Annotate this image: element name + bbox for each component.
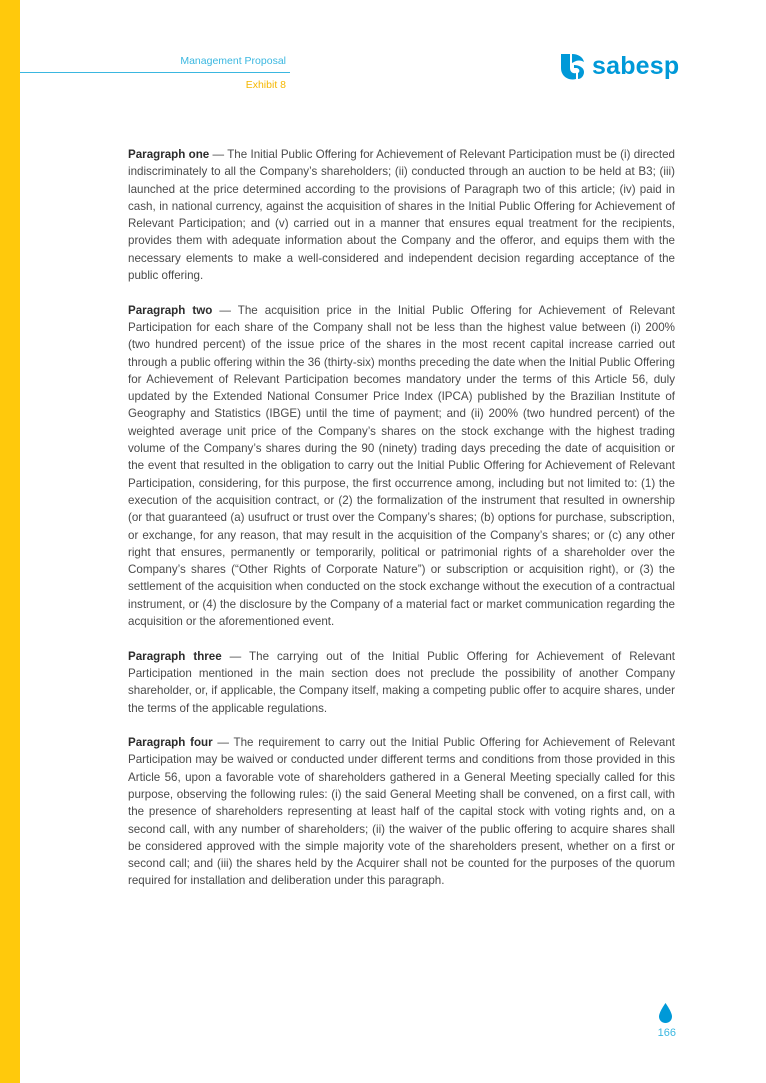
page-number: 166 [657, 1027, 676, 1039]
left-accent-bar [0, 0, 20, 1083]
brand-name: sabesp [592, 51, 680, 80]
paragraph-one [128, 146, 675, 284]
paragraph-text: — The Initial Public Offering for Achievement of Relevant Participation must be (i) directed indiscriminately to all the Company’s shareholders; (ii) conducted through an auction to be held at B3; (iii) launched at the price determined according to the provisions of Paragraph two of this article; (iv) paid in cash, in national currency, against the acquisition of shares in the Initial Public Offering for Achievement of Relevant Participation; and (v) carried out in a manner that ensures equal treatment for the recipients, provides them with adequate information about the Company and the offeror, and equips them with the necessary elements to make a well-considered and independent decision regarding acceptance of the public offering. [128, 148, 675, 283]
paragraph-heading: Paragraph four [128, 736, 213, 750]
sabesp-logo-icon [557, 51, 587, 81]
paragraph-text: — The acquisition price in the Initial Public Offering for Achievement of Relevant Participation for each share of the Company shall not be less than the highest value between (i) 200% (two hundred percent) of the issue price of the shares in the most recent capital increase carried out through a public offering within the 36 (thirty-six) months preceding the date when the Initial Public Offering for Achievement of Relevant Participation becomes mandatory under the terms of this Article 56, duly updated by the Extended National Consumer Price Index (IPCA) published by the Brazilian Institute of Geography and Statistics (IBGE) until the time of payment; and (ii) 200% (two hundred percent) of the weighted average unit price of the Company’s shares on the stock exchange with the highest trading volume of the Company’s shares during the 90 (ninety) trading days preceding the date of acquisition or the event that resulted in the obligation to carry out the Initial Public Offering for Achievement of Relevant Participation, considering, for this purpose, the first occurrence among, including but not limited to: (1) the execution of the acquisition contract, or (2) the formalization of the instrument that resulted in ownership (or that guaranteed (a) usufruct or trust over the Company’s shares; (b) options for purchase, subscription, or exchange, for any reason, that may result in the acquisition of the Company’s shares; or (c) any other right that ensures, permanently or temporarily, political or patrimonial rights of a shareholder over the Company’s shares (“Other Rights of Corporate Nature”) or subscription or acquisition right), or (3) the settlement of the acquisition when conducted on the stock exchange without the execution of a contractual instrument, or (4) the disclosure by the Company of a material fact or market communication regarding the acquisition or the aforementioned event. [128, 303, 675, 629]
paragraph-text: — The carrying out of the Initial Public Offering for Achievement of Relevant Participation mentioned in the main section does not preclude the possibility of another Company shareholder, or, if applicable, the Company itself, making a competing public offer to acquire shares, under the terms of the applicable regulations. [128, 649, 675, 715]
paragraph-heading: Paragraph three [128, 649, 222, 663]
document-body [128, 146, 675, 907]
sabesp-logo [557, 50, 679, 82]
paragraph-three [128, 648, 675, 717]
paragraph-four [128, 734, 675, 890]
header-divider [20, 72, 290, 73]
paragraph-two [128, 302, 675, 631]
paragraph-heading: Paragraph one [128, 148, 210, 161]
exhibit-label: Exhibit 8 [245, 79, 286, 91]
paragraph-heading: Paragraph two [128, 303, 213, 317]
water-drop-icon [659, 1003, 672, 1023]
document-title: Management Proposal [180, 55, 286, 67]
paragraph-text: — The requirement to carry out the Initial Public Offering for Achievement of Relevant Participation may be waived or conducted under different terms and conditions from those provided in this Article 56, upon a favorable vote of shareholders gathered in a General Meeting specially called for this purpose, observing the following rules: (i) the said General Meeting shall be convened, on a first call, with the presence of shareholders representing at least half of the capital stock with voting rights and, on a second call, with any number of shareholders; (ii) the waiver of the public offering to acquire shares shall be considered approved with the simple majority vote of the shareholders present, whether on a first or second call; and (iii) the shares held by the Acquirer shall not be counted for the purposes of the quorum required for installation and deliberation under this paragraph. [128, 736, 676, 888]
